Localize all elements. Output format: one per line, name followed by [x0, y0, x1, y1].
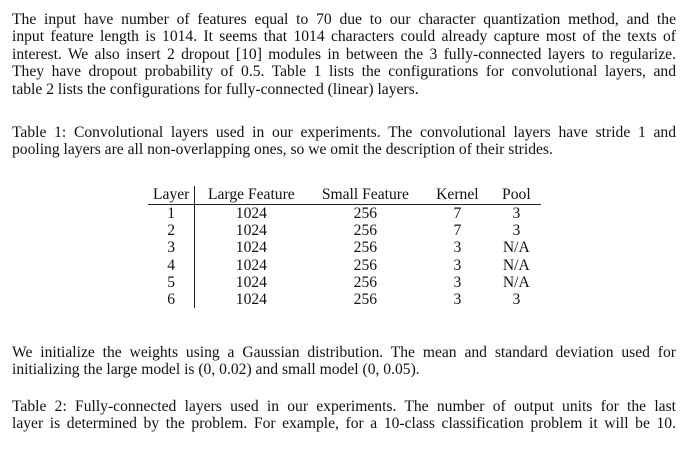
- table-header-row: [148, 186, 541, 205]
- table2-caption: [12, 398, 676, 433]
- cell-small-feature: 256: [353, 222, 378, 240]
- header-pool: Pool: [491, 186, 541, 205]
- text-line: interest. We also insert 2 dropout [10] modules in between the 3 fully-connected layers to regularize.: [12, 45, 676, 63]
- table-row: [148, 222, 541, 239]
- table-row: [148, 274, 541, 291]
- table-row: [148, 239, 541, 256]
- caption-line: pooling layers are all non-overlapping ones, so we omit the description of their strides.: [12, 141, 553, 159]
- text-line: We initialize the weights using a Gaussian distribution. The mean and standard deviation used for: [12, 344, 676, 361]
- caption-line: Table 2: Fully-connected layers used in our experiments. The number of output units for the last: [12, 398, 676, 415]
- cell-large-feature: 1024: [235, 291, 267, 309]
- cell-large-feature: 1024: [235, 222, 267, 240]
- cell-layer: 4: [148, 257, 195, 274]
- text-line: input feature length is 1014. It seems that 1014 characters could already capture most of the texts of: [12, 28, 676, 46]
- table-row: [148, 205, 541, 223]
- cell-pool: N/A: [502, 273, 530, 291]
- cell-pool: N/A: [502, 239, 530, 257]
- caption-line: Table 1: Convolutional layers used in our experiments. The convolutional layers have stride 1 and: [12, 124, 676, 141]
- header-small-feature: Small Feature: [307, 186, 423, 205]
- cell-kernel: 3: [453, 273, 462, 291]
- header-kernel: Kernel: [423, 186, 491, 205]
- cell-large-feature: 1024: [235, 239, 267, 257]
- cell-large-feature: 1024: [235, 205, 267, 222]
- cell-large-feature: 1024: [235, 256, 267, 274]
- cell-layer: 1: [148, 205, 195, 223]
- cell-small-feature: 256: [353, 273, 378, 291]
- conv-layers-table: [148, 186, 541, 308]
- text-line: table 2 lists the configurations for fully-connected (linear) layers.: [12, 80, 419, 98]
- table-row: [148, 291, 541, 308]
- cell-small-feature: 256: [353, 256, 378, 274]
- header-large-feature: Large Feature: [195, 186, 308, 205]
- cell-layer: 2: [148, 222, 195, 239]
- cell-pool: 3: [512, 291, 521, 309]
- cell-kernel: 7: [453, 222, 462, 240]
- table-row: [148, 257, 541, 274]
- text-line: initializing the large model is (0, 0.02) and small model (0, 0.05).: [12, 361, 420, 379]
- cell-pool: N/A: [502, 256, 530, 274]
- cell-layer: 5: [148, 274, 195, 291]
- caption-line: layer is determined by the problem. For example, for a 10-class classification problem it will be 10.: [12, 415, 676, 433]
- body-paragraph-1: [12, 11, 676, 98]
- cell-pool: 3: [512, 222, 521, 240]
- cell-small-feature: 256: [353, 291, 378, 309]
- text-line: The input have number of features equal to 70 due to our character quantization method, and the: [12, 11, 676, 28]
- table1-caption: [12, 124, 676, 159]
- cell-pool: 3: [512, 205, 521, 222]
- header-layer: Layer: [148, 186, 195, 205]
- cell-layer: 6: [148, 291, 195, 308]
- cell-large-feature: 1024: [235, 273, 267, 291]
- cell-kernel: 3: [453, 291, 462, 309]
- cell-layer: 3: [148, 239, 195, 256]
- cell-small-feature: 256: [353, 205, 378, 222]
- cell-kernel: 3: [453, 256, 462, 274]
- text-line: They have dropout probability of 0.5. Table 1 lists the configurations for convolutional layers, and: [12, 63, 676, 81]
- cell-kernel: 7: [453, 205, 462, 222]
- cell-kernel: 3: [453, 239, 462, 257]
- body-paragraph-2: [12, 344, 676, 379]
- cell-small-feature: 256: [353, 239, 378, 257]
